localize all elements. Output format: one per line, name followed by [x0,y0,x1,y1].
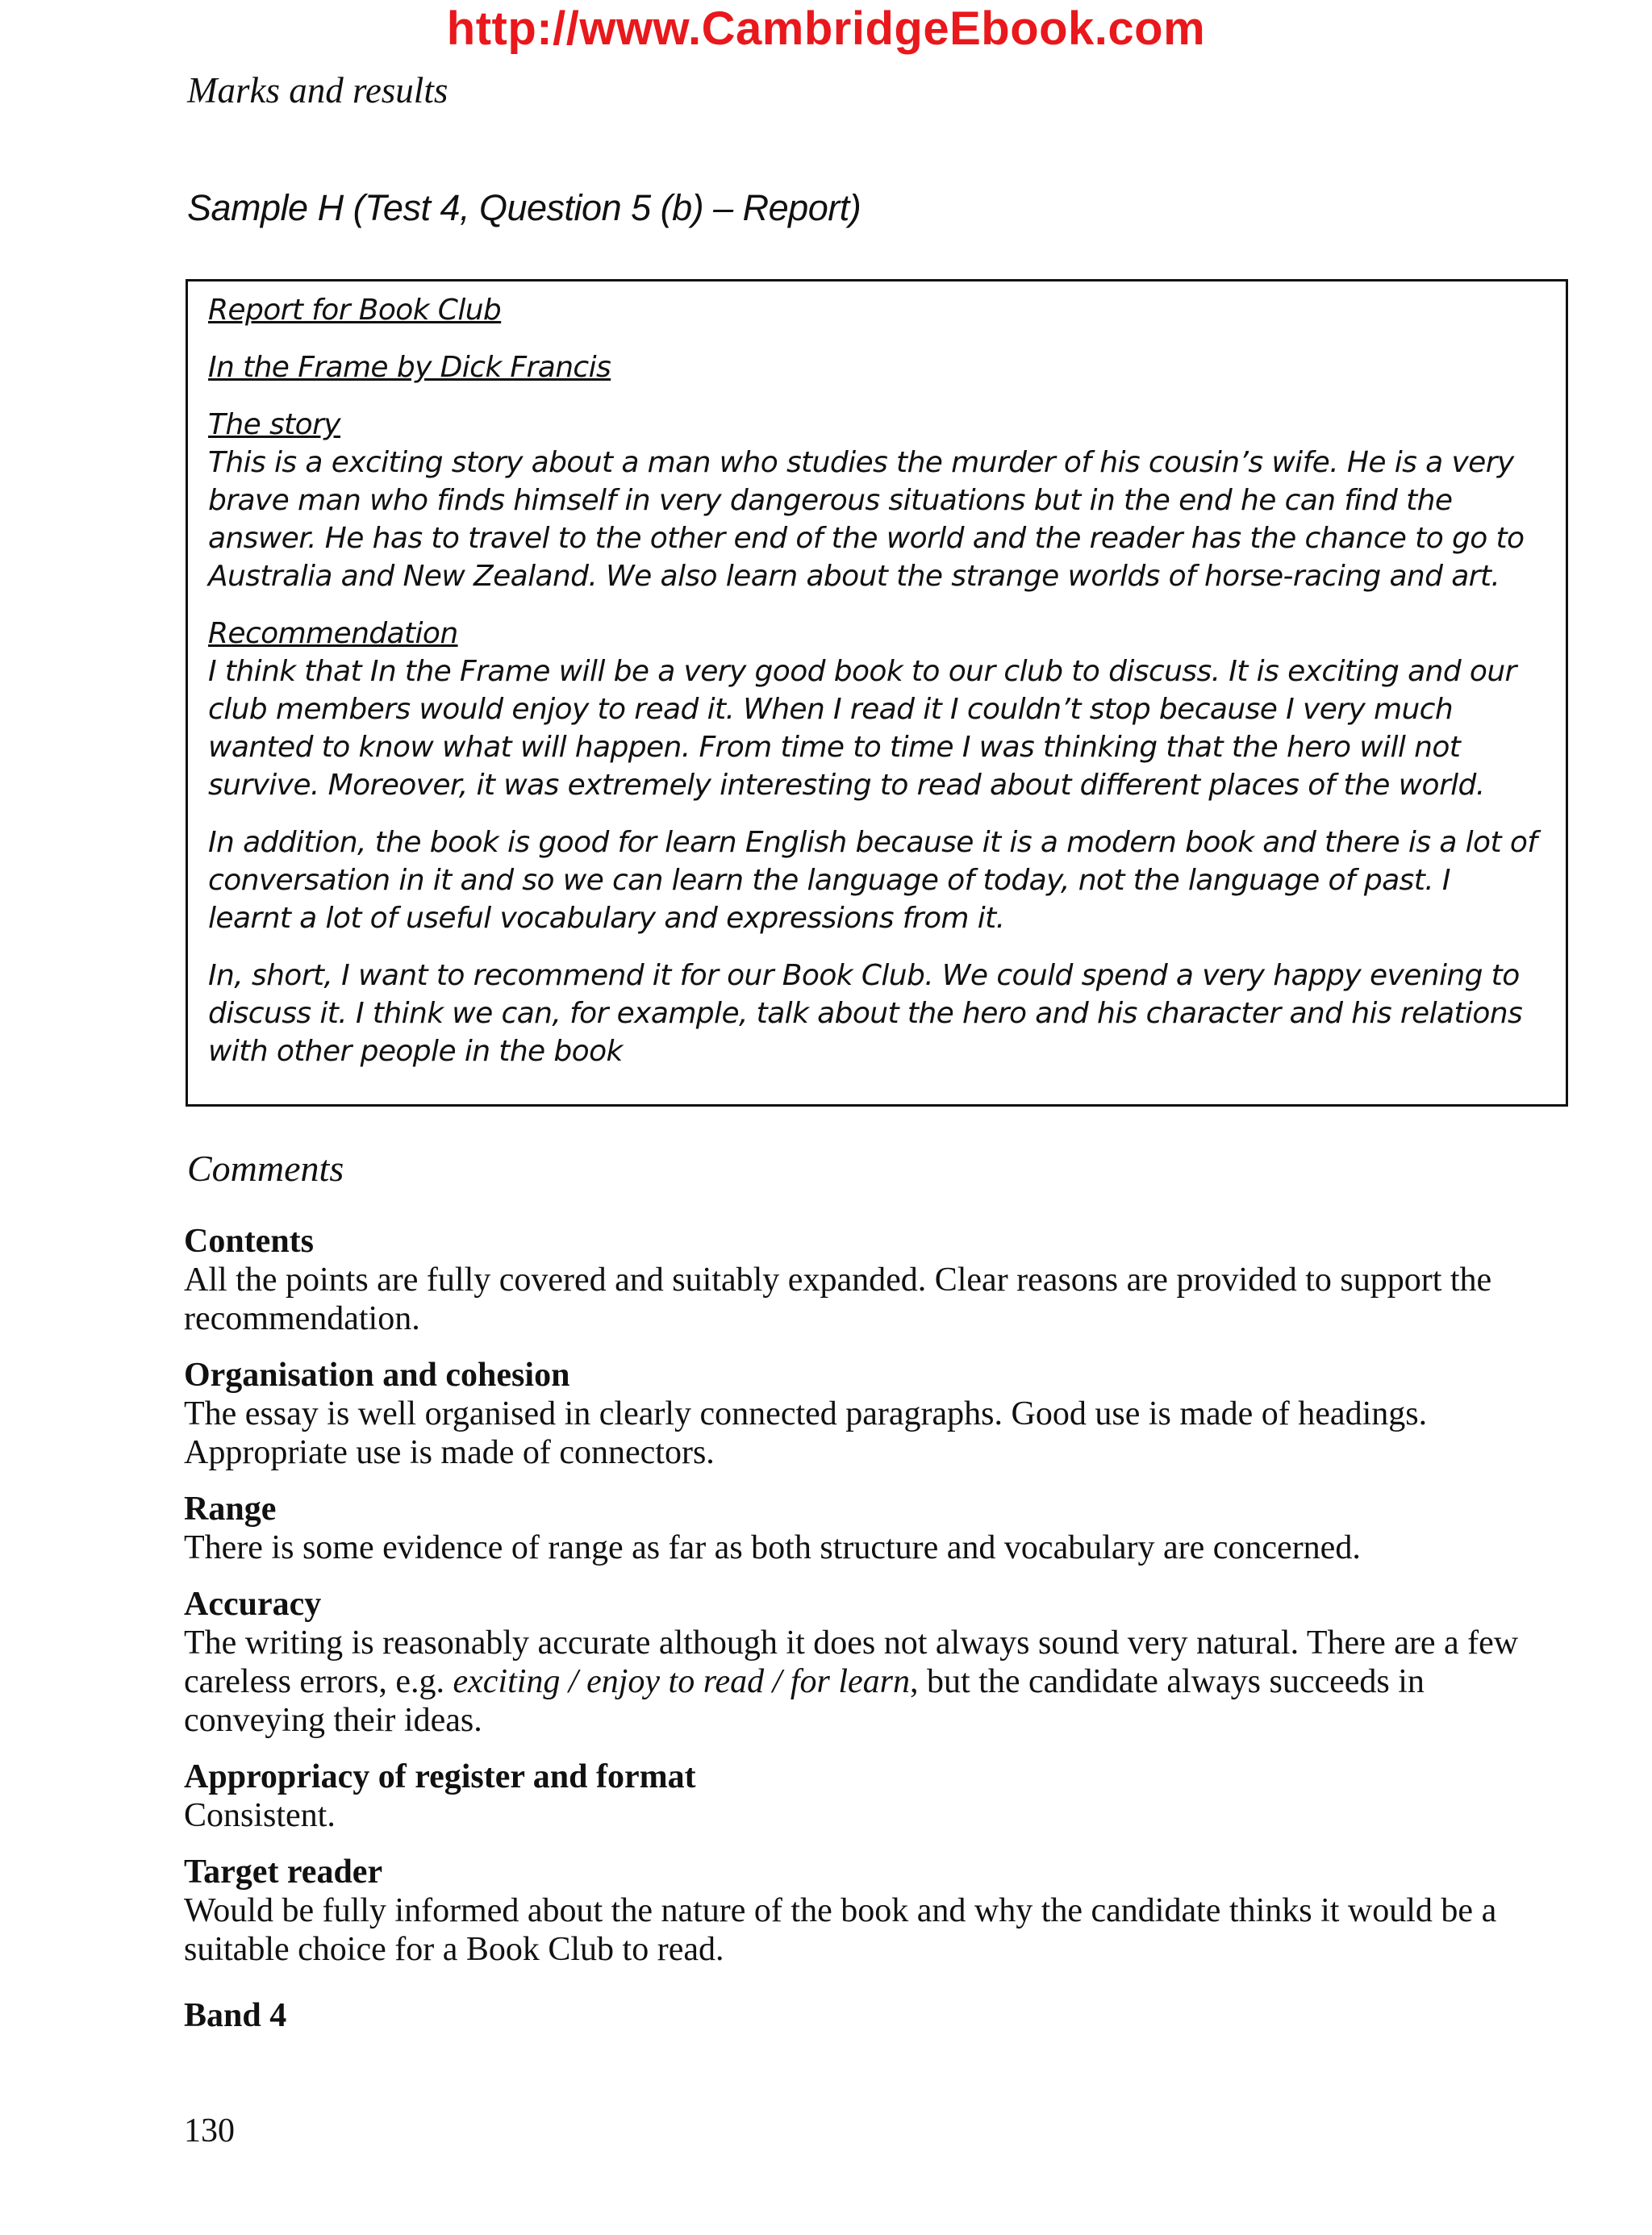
report-book: In the Frame by Dick Francis [208,351,611,384]
sample-title: Sample H (Test 4, Question 5 (b) – Report) [187,187,861,228]
story-heading: The story [208,408,341,441]
comment-accuracy [184,1585,1571,1740]
comments-section [184,1222,1571,1987]
comment-register [184,1758,1571,1835]
accuracy-text-before: The writing is reasonably accurate although it does not always sound very natural. There are a few careless errors, e.g. [184,1624,1519,1700]
comment-organisation [184,1356,1571,1472]
watermark-url: http://www.CambridgeEbook.com [446,2,1206,55]
comment-heading: Organisation and cohesion [184,1357,570,1394]
comment-heading: Target reader [184,1853,383,1891]
recommendation-heading: Recommendation [208,617,458,650]
report-paragraph-3: In, short, I want to recommend it for our Book Club. We could spend a very happy evening to discuss it. I think we can, for example, talk about the hero and his character and his relations with other people in the book [208,959,1523,1068]
comment-heading: Accuracy [184,1586,322,1623]
comment-target-reader [184,1853,1571,1969]
running-head: Marks and results [187,70,448,110]
accuracy-text-after: , but the candidate always succeeds in conveying their ideas. [184,1663,1425,1739]
comment-heading: Range [184,1491,277,1528]
recommendation-text: I think that In the Frame will be a very good book to our club to discuss. It is exciting and our club members would enjoy to read it. When I read it I couldn’t stop because I very much wanted to know what will happen. From time to time I was thinking that the hero will not survive. Moreover, it was extremely interesting to read about different places of the world. [208,655,1516,802]
report-title: Report for Book Club [208,294,502,327]
accuracy-examples: exciting / enjoy to read / for learn [453,1663,910,1700]
comment-text: Consistent. [184,1797,336,1834]
report-paragraph-2: In addition, the book is good for learn English because it is a modern book and there is a lot of conversation in it and so we can learn the language of today, not the language of past. I learnt a lot of useful vocabulary and expressions from it. [208,826,1537,935]
report-box [186,279,1568,1107]
comment-text: There is some evidence of range as far as both structure and vocabulary are concerned. [184,1529,1361,1566]
page-number: 130 [184,2112,235,2150]
comment-contents [184,1222,1571,1338]
comment-text: The essay is well organised in clearly connected paragraphs. Good use is made of headings. Appropriate use is made of connectors. [184,1395,1428,1471]
comment-text [184,1624,1571,1740]
comments-title: Comments [187,1148,344,1189]
story-text: This is a exciting story about a man who studies the murder of his cousin’s wife. He is a very brave man who finds himself in very dangerous situations but in the end he can find the answer. He has to travel to the other end of the world and the reader has the chance to go to Australia and New Zealand. We also learn about the strange worlds of horse-racing and art. [208,446,1525,593]
comment-heading: Appropriacy of register and format [184,1758,696,1795]
comment-heading: Contents [184,1223,315,1260]
band-label: Band 4 [184,1997,287,2034]
comment-text: All the points are fully covered and suitably expanded. Clear reasons are provided to support the recommendation. [184,1261,1492,1337]
comment-range [184,1490,1571,1567]
comment-text: Would be fully informed about the nature of the book and why the candidate thinks it would be a suitable choice for a Book Club to read. [184,1892,1497,1968]
